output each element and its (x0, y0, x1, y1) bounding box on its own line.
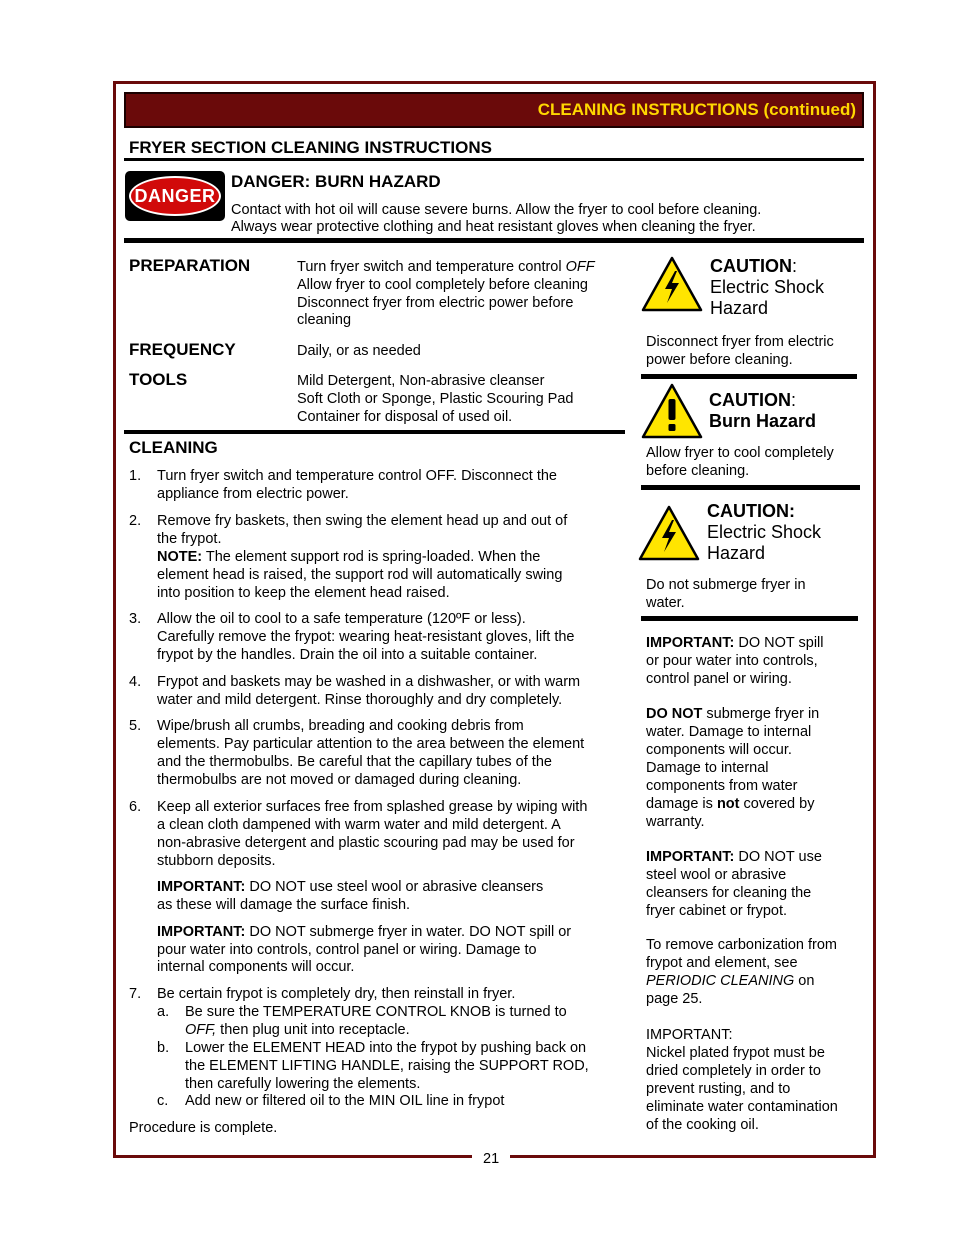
step-line: the frypot. (157, 531, 222, 547)
important-steel-wool-2: as these will damage the surface finish. (157, 897, 411, 913)
step-line: Keep all exterior surfaces free from splashed grease by wiping with (157, 799, 588, 815)
sidebar-line: components from water (646, 778, 798, 794)
substep-letter: a. (157, 1004, 170, 1020)
caution-2-line-1: Burn Hazard (709, 411, 817, 431)
sidebar-line (646, 848, 860, 866)
caution-1-title (710, 256, 797, 277)
important-text: DO NOT use steel wool or abrasive cleansers (245, 879, 544, 895)
sidebar-line: frypot and element, see (646, 955, 798, 971)
section-title: FRYER SECTION CLEANING INSTRUCTIONS (129, 138, 492, 157)
banner-title: CLEANING INSTRUCTIONS (continued) (537, 100, 856, 119)
tools-item: Mild Detergent, Non-abrasive cleanser (297, 373, 545, 389)
important-label: IMPORTANT: (646, 849, 735, 865)
step-2 (129, 512, 625, 602)
step-line: Remove fry baskets, then swing the element head up and out of (157, 513, 568, 529)
substep-b (157, 1039, 627, 1093)
sidebar-text: submerge fryer in (702, 706, 820, 722)
sidebar-text: damage is (646, 796, 717, 812)
step-line: Be certain frypot is completely dry, then reinstall in fryer. (157, 986, 516, 1002)
substep-off: OFF, (185, 1022, 217, 1038)
caution-1-line-2: Hazard (710, 298, 769, 318)
preparation-line-1 (297, 258, 595, 276)
not-emphasis: not (716, 796, 740, 812)
caution-3-text (646, 576, 860, 612)
preparation-label: PREPARATION (129, 256, 251, 275)
frequency-value: Daily, or as needed (297, 343, 421, 359)
step-line: a clean cloth dampened with warm water and mild detergent. A (157, 817, 561, 833)
step-3 (129, 610, 625, 664)
cleaning-heading: CLEANING (129, 438, 218, 457)
caution-text-line: Allow fryer to cool completely (646, 445, 834, 461)
substep-line: Lower the ELEMENT HEAD into the frypot by pushing back on (185, 1040, 587, 1056)
preparation-line-1-text: Turn fryer switch and temperature control (297, 259, 566, 275)
important-submerge-3: internal components will occur. (157, 959, 355, 975)
caution-text-line: water. (646, 595, 685, 611)
important-text: DO NOT spill (734, 635, 824, 651)
substep-a (157, 1003, 627, 1039)
sidebar-line: eliminate water contamination (646, 1099, 838, 1115)
step-line: stubborn deposits. (157, 853, 276, 869)
divider (124, 430, 625, 434)
step-6 (129, 798, 625, 870)
electric-shock-warning-icon (640, 255, 704, 313)
substep-line: Be sure the TEMPERATURE CONTROL KNOB is turned to (185, 1004, 567, 1020)
sidebar-line: Damage to internal (646, 760, 769, 776)
tools-label: TOOLS (129, 370, 188, 389)
step-line: Wipe/brush all crumbs, breading and cooking debris from (157, 718, 524, 734)
important-text: DO NOT submerge fryer in water. DO NOT spill or (245, 924, 572, 940)
sidebar-carbonization (646, 936, 860, 1008)
burn-hazard-warning-icon (640, 382, 704, 440)
important-submerge-1 (157, 923, 571, 941)
note-text: The element support rod is spring-loaded. When the (202, 549, 541, 565)
electric-shock-warning-icon (637, 504, 701, 562)
step-number: 3. (129, 611, 142, 627)
sidebar-line: prevent rusting, and to (646, 1081, 791, 1097)
caution-3-title: CAUTION: (707, 501, 795, 521)
step-7 (129, 985, 625, 1003)
important-label: IMPORTANT: (157, 924, 246, 940)
danger-text-2: Always wear protective clothing and heat resistant gloves when cleaning the fryer. (231, 219, 756, 235)
caution-1-line-1: Electric Shock (710, 277, 825, 297)
step-number: 5. (129, 718, 142, 734)
caution-text-line: Do not submerge fryer in (646, 577, 806, 593)
note-line-3: into position to keep the element head raised. (157, 585, 450, 601)
note-line-2: element head is raised, the support rod will automatically swing (157, 567, 563, 583)
divider-thick (641, 485, 860, 490)
step-number: 6. (129, 799, 142, 815)
step-line: frypot by the handles. Drain the oil into a suitable container. (157, 647, 538, 663)
note-label: NOTE: (157, 549, 203, 565)
sidebar-do-not-submerge (646, 705, 860, 831)
step-line: thermobulbs are not moved or damaged during cleaning. (157, 772, 522, 788)
substep-letter: b. (157, 1040, 170, 1056)
step-line: non-abrasive detergent and plastic scouring pad may be used for (157, 835, 575, 851)
sidebar-line: To remove carbonization from (646, 937, 837, 953)
step-1 (129, 467, 625, 503)
step-line: appliance from electric power. (157, 486, 349, 502)
step-line: Frypot and baskets may be washed in a dishwasher, or with warm (157, 674, 581, 690)
procedure-complete: Procedure is complete. (129, 1120, 278, 1136)
preparation-line-3: Disconnect fryer from electric power before (297, 295, 574, 311)
important-steel-wool-1 (157, 878, 543, 896)
sidebar-line (646, 634, 860, 652)
caution-3-line-1: Electric Shock (707, 522, 822, 542)
step-line: water and mild detergent. Rinse thoroughly and dry completely. (157, 692, 563, 708)
caution-1-text (646, 333, 860, 369)
step-number: 2. (129, 513, 142, 529)
caution-2-title (709, 390, 796, 411)
preparation-line-2: Allow fryer to cool completely before cleaning (297, 277, 588, 293)
sidebar-important-spill (646, 634, 860, 688)
sidebar-line: steel wool or abrasive (646, 867, 787, 883)
sidebar-line: control panel or wiring. (646, 671, 792, 687)
important-label: IMPORTANT: (157, 879, 246, 895)
note-line-1 (157, 548, 625, 566)
caution-text-line: power before cleaning. (646, 352, 793, 368)
caution-colon: : (792, 256, 798, 276)
sidebar-nickel-plated (646, 1026, 860, 1134)
tools-item: Container for disposal of used oil. (297, 409, 513, 425)
caution-colon: : (791, 390, 797, 410)
sidebar-line: fryer cabinet or frypot. (646, 903, 788, 919)
sidebar-line (646, 705, 860, 723)
substep-line: the ELEMENT LIFTING HANDLE, raising the SUPPORT ROD, (185, 1058, 589, 1074)
substep-c (157, 1092, 627, 1110)
divider (124, 158, 864, 161)
divider-thick (641, 374, 857, 379)
sidebar-text: on (794, 973, 815, 989)
preparation-line-4: cleaning (297, 312, 352, 328)
sidebar-line: dried completely in order to (646, 1063, 821, 1079)
important-submerge-2: pour water into controls, control panel or wiring. Damage to (157, 942, 537, 958)
step-number: 4. (129, 674, 142, 690)
page-number: 21 (483, 1151, 500, 1167)
step-line: elements. Pay particular attention to the area between the element (157, 736, 585, 752)
periodic-cleaning-reference: PERIODIC CLEANING (646, 973, 795, 989)
caution-3-line-2: Hazard (707, 543, 766, 563)
substep-line (185, 1021, 627, 1039)
danger-text-1: Contact with hot oil will cause severe burns. Allow the fryer to cool before cleaning. (231, 202, 762, 218)
do-not-label: DO NOT (646, 706, 703, 722)
sidebar-important-steel-wool (646, 848, 860, 920)
step-5 (129, 717, 625, 789)
step-4 (129, 673, 625, 709)
step-line: Carefully remove the frypot: wearing heat-resistant gloves, lift the (157, 629, 575, 645)
step-line: Allow the oil to cool to a safe temperature (120ºF or less). (157, 611, 526, 627)
sidebar-line: or pour water into controls, (646, 653, 818, 669)
substep-letter: c. (157, 1093, 169, 1109)
frequency-label: FREQUENCY (129, 340, 236, 359)
header-banner (124, 92, 864, 128)
sidebar-line (646, 972, 860, 990)
step-number: 7. (129, 986, 142, 1002)
important-text: DO NOT use (734, 849, 822, 865)
sidebar-line (646, 795, 860, 813)
important-label: IMPORTANT: (646, 635, 735, 651)
substep-text: then plug unit into receptacle. (216, 1022, 410, 1038)
substep-line: then carefully lowering the elements. (185, 1076, 421, 1092)
caution-2-text (646, 444, 860, 480)
sidebar-text: covered by (739, 796, 815, 812)
danger-sign-icon (125, 171, 225, 221)
sidebar-line: Nickel plated frypot must be (646, 1045, 825, 1061)
caution-label: CAUTION (710, 256, 792, 276)
caution-text-line: before cleaning. (646, 463, 750, 479)
sidebar-line: water. Damage to internal (646, 724, 812, 740)
sidebar-line: page 25. (646, 991, 703, 1007)
sidebar-line: of the cooking oil. (646, 1117, 759, 1133)
danger-heading: DANGER: BURN HAZARD (231, 172, 441, 191)
sidebar-line: cleansers for cleaning the (646, 885, 812, 901)
tools-item: Soft Cloth or Sponge, Plastic Scouring Pad (297, 391, 574, 407)
substep-line: Add new or filtered oil to the MIN OIL line in frypot (185, 1093, 505, 1109)
divider-thick (124, 238, 864, 243)
step-line: Turn fryer switch and temperature control OFF. Disconnect the (157, 468, 557, 484)
caution-label: CAUTION (709, 390, 791, 410)
divider-thick (641, 616, 858, 621)
preparation-off: OFF (565, 259, 595, 275)
sidebar-line: IMPORTANT: (646, 1027, 733, 1043)
caution-text-line: Disconnect fryer from electric (646, 334, 834, 350)
step-number: 1. (129, 468, 142, 484)
danger-sign-label: DANGER (129, 176, 221, 216)
sidebar-line: components will occur. (646, 742, 792, 758)
step-line: and the thermobulbs. Be careful that the capillary tubes of the (157, 754, 552, 770)
sidebar-line: warranty. (646, 814, 705, 830)
